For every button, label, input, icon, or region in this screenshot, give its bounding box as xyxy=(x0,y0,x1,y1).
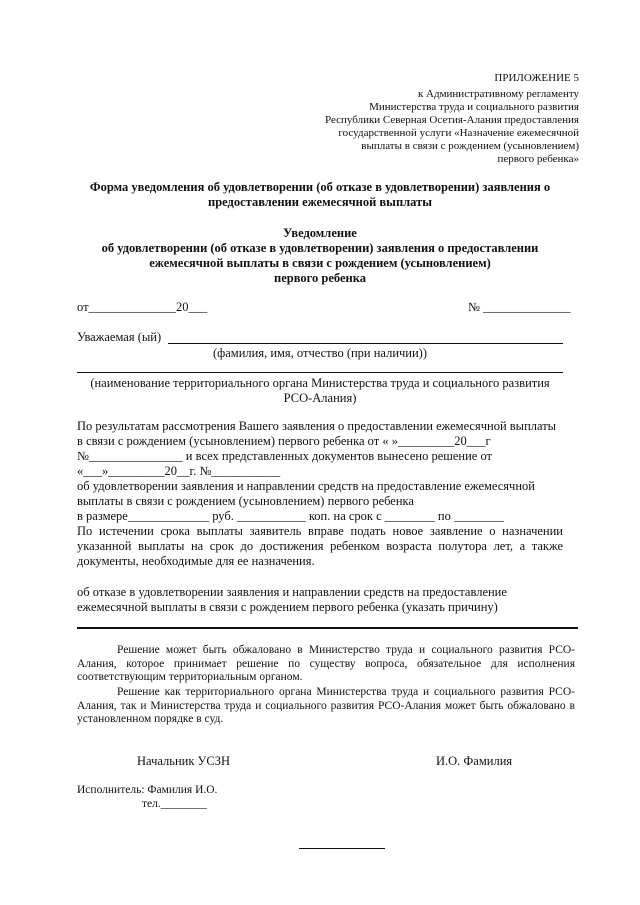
appendix-line: первого ребенка» xyxy=(497,153,579,165)
org-name-line xyxy=(77,372,563,373)
appendix-line: Республики Северная Осетия-Алания предоставления xyxy=(325,114,579,126)
body-line: «___»_________20__г. №___________ xyxy=(77,464,281,478)
notice-heading-line: первого ребенка xyxy=(274,271,366,285)
number-field: № ______________ xyxy=(468,300,571,314)
addressee-hint: (фамилия, имя, отчество (при наличии)) xyxy=(212,346,427,360)
addressee-name-line xyxy=(168,343,563,344)
executor-label: Исполнитель: Фамилия И.О. xyxy=(77,784,218,796)
date-field: от______________20___ xyxy=(77,300,208,314)
appendix-line: государственной услуги «Назначение ежемесячной xyxy=(338,127,579,139)
org-hint-line: РСО-Алания) xyxy=(283,391,357,405)
body-line: выплаты в связи с рождением (усыновлением) первого ребенка xyxy=(77,494,414,508)
reapply-paragraph: По истечении срока выплаты заявитель вправе подать новое заявление о назначении указанной выплаты на срок до достижения ребенком возраста полутора лет, а также документы, необходимые для ее назначения. xyxy=(77,524,563,568)
bottom-rule xyxy=(299,848,385,849)
appendix-line: Министерства труда и социального развития xyxy=(369,101,579,113)
section-divider xyxy=(77,627,578,629)
appendix-line: к Административному регламенту xyxy=(417,88,579,100)
amount-line: в размере_____________ руб. ___________ коп. на срок с ________ по ________ xyxy=(77,509,504,523)
notice-heading-line: об удовлетворении (об отказе в удовлетворении) заявления о предоставлении xyxy=(101,241,539,255)
notice-title: Уведомление xyxy=(283,226,357,240)
form-title-line: предоставлении ежемесячной выплаты xyxy=(208,195,432,209)
body-line: об удовлетворении заявления и направлении средств на предоставление ежемесячной xyxy=(77,479,535,493)
appendix-line: выплаты в связи с рождением (усыновлением) xyxy=(361,140,579,152)
appeal-paragraph: Решение как территориального органа Министерства труда и социального развития РСО-Алания, так и Министерства труда и социального развития РСО-Алания может быть обжаловано в установленном порядке в суд. xyxy=(77,686,575,725)
appendix-title: ПРИЛОЖЕНИЕ 5 xyxy=(494,72,579,84)
body-line: По результатам рассмотрения Вашего заявления о предоставлении ежемесячной выплаты xyxy=(77,419,557,433)
body-line: в связи с рождением (усыновлением) первого ребенка от « »_________20___г xyxy=(77,434,491,448)
form-title-line: Форма уведомления об удовлетворении (об отказе в удовлетворении) заявления о xyxy=(89,180,551,194)
addressee-label: Уважаемая (ый) xyxy=(77,330,162,344)
signature-name: И.О. Фамилия xyxy=(436,754,513,768)
refusal-line: об отказе в удовлетворении заявления и направлении средств на предоставление xyxy=(77,585,507,599)
phone-field: тел.________ xyxy=(142,798,207,810)
org-hint-line: (наименование территориального органа Министерства труда и социального развития xyxy=(90,376,550,390)
body-line: №_______________ и всех представленных документов вынесено решение от xyxy=(77,449,493,463)
notice-heading-line: ежемесячной выплаты в связи с рождением (усыновлением) xyxy=(149,256,491,270)
refusal-line: ежемесячной выплаты в связи с рождением первого ребенка (указать причину) xyxy=(77,600,498,614)
appeal-paragraph: Решение может быть обжаловано в Министерство труда и социального развития РСО-Алания, которое принимает решение по существу вопроса, обязательное для исполнения соответствующим территориальным органом. xyxy=(77,644,575,683)
signature-position: Начальник УСЗН xyxy=(137,754,231,768)
